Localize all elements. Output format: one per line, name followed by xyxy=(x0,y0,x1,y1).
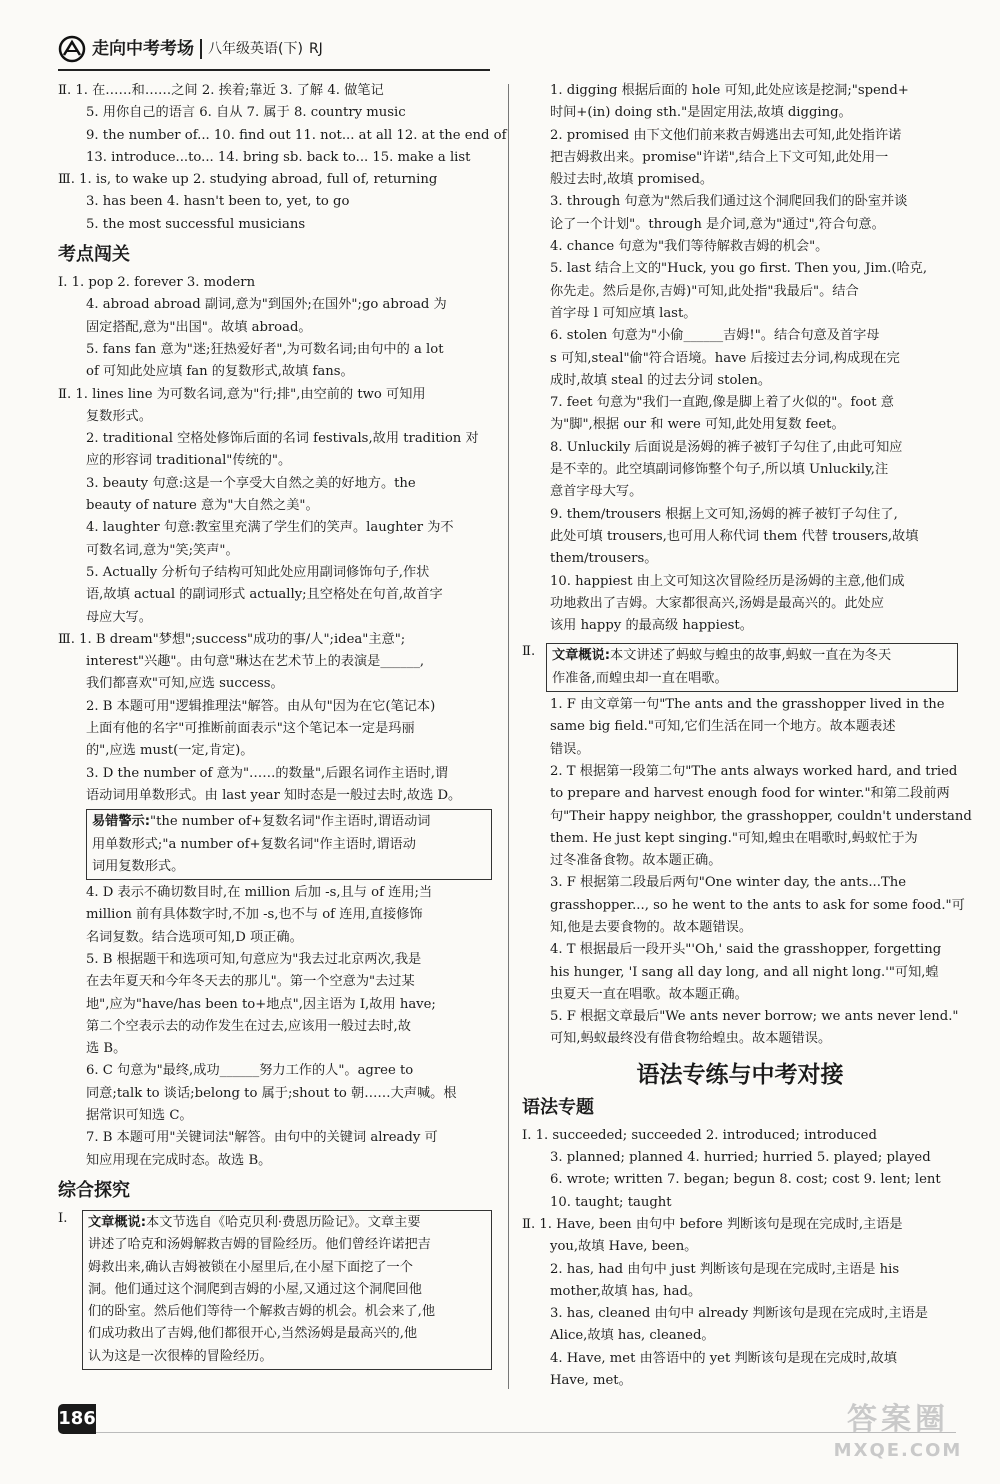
answer-line: 的",应选 must(一定,肯定)。 xyxy=(86,743,254,759)
header-separator xyxy=(200,39,202,59)
page-number: 186 xyxy=(58,1404,96,1434)
summary-line: 们成功救出了吉姆,他们都很开心,当然汤姆是最高兴的,他 xyxy=(88,1326,418,1342)
summary-label: 文章概说: xyxy=(88,1214,147,1230)
answer-line: 上面有他的名字"可推断前面表示"这个笔记本一定是玛丽 xyxy=(86,721,415,737)
answer-line: 5. Actually 分析句子结构可知此处应用副词修饰句子,作状 xyxy=(86,564,430,580)
answer-line: 6. stolen 句意为"小偷______吉姆!"。结合句意及首字母 xyxy=(550,328,880,344)
answer-line: 虫夏天一直在唱歌。故本题正确。 xyxy=(550,986,748,1002)
answer-line: 论了一个计划"。through 是介词,意为"通过",符合句意。 xyxy=(550,216,885,232)
answer-line: 是不幸的。此空填副词修饰整个句子,所以填 Unluckily,注 xyxy=(550,462,889,478)
answer-line: 功地救出了吉姆。大家都很高兴,汤姆是最高兴的。此处应 xyxy=(550,595,884,611)
answer-line: mother,故填 has, had。 xyxy=(550,1283,702,1299)
answer-line: 3. planned; planned 4. hurried; hurried 5. played; played xyxy=(550,1150,931,1166)
watermark-logo xyxy=(808,1400,988,1470)
logo-icon xyxy=(58,35,86,63)
answer-line: 5. the most successful musicians xyxy=(86,216,306,232)
answer-line: 4. T 根据最后一段开头"'Oh,' said the grasshopper, forgetting xyxy=(550,942,942,958)
summary-line: 们的卧室。然后他们等待一个解救吉姆的机会。机会来了,他 xyxy=(88,1304,436,1320)
answer-line: 语,故填 actual 的副词形式 actually;且空格处在句首,故首字 xyxy=(86,587,443,603)
answer-line: you,故填 Have, been。 xyxy=(550,1239,698,1255)
warning-box xyxy=(86,809,492,880)
summary-line: 讲述了哈克和汤姆解救吉姆的冒险经历。他们曾经许诺把吉 xyxy=(88,1237,431,1253)
answer-line: them. He just kept singing."可知,蝗虫在唱歌时,蚂蚁忙于为 xyxy=(550,830,918,846)
summary-line: 洞。他们通过这个洞爬到吉姆的小屋,又通过这个洞爬回他 xyxy=(88,1281,422,1297)
answer-line: 可数名词,意为"笑;笑声"。 xyxy=(86,542,239,558)
watermark-text: 答案圈 xyxy=(847,1402,949,1437)
answer-line: Ⅱ. 1. 在……和……之间 2. 挨着;靠近 3. 了解 4. 做笔记 xyxy=(58,83,384,98)
header-rule xyxy=(58,69,490,71)
answer-line: 6. C 句意为"最终,成功______努力工作的人"。agree to xyxy=(86,1063,414,1079)
answer-line: 7. B 本题可用"关键词法"解答。由句中的关键词 already 可 xyxy=(86,1130,438,1146)
answers-kaodian xyxy=(58,272,492,807)
answers-grammar xyxy=(522,1125,958,1393)
answer-line: 4. chance 句意为"我们等待解救吉姆的机会"。 xyxy=(550,239,829,255)
answer-line: 知应用现在完成时态。故选 B。 xyxy=(86,1152,272,1168)
warning-line: 词用复数形式。 xyxy=(92,858,185,874)
answer-line: them/trousers。 xyxy=(550,551,658,567)
summary-line: 姆救出来,确认吉姆被锁在小屋里后,在小屋下面挖了一个 xyxy=(88,1259,413,1275)
answer-line: 4. Have, met 由答语中的 yet 判断该句是现在完成时,故填 xyxy=(550,1350,897,1366)
answer-line: 3. has, cleaned 由句中 already 判断该句是现在完成时,主语是 xyxy=(550,1306,928,1322)
book-edition: RJ xyxy=(308,40,323,57)
warning-line: 用单数形式;"a number of+复数名词"作主语时,谓语动 xyxy=(92,836,416,852)
warning-line: 易错警示:"the number of+复数名词"作主语时,谓语动词 xyxy=(92,814,431,830)
answer-line: 1. digging 根据后面的 hole 可知,此处应该是挖洞;"spend+ xyxy=(550,83,909,98)
answer-line: s 可知,steal"偷"符合语境。have 后接过去分词,构成现在完 xyxy=(550,350,900,366)
answer-line: his hunger, 'I sang all day long, and all night long.'"可知,蝗 xyxy=(550,964,939,980)
answer-line: 名词复数。结合选项可知,D 项正确。 xyxy=(86,929,303,945)
roman-numeral: Ⅰ. xyxy=(58,1210,68,1226)
answer-line: million 前有具体数字时,不加 -s,也不与 of 连用,直接修饰 xyxy=(86,907,423,923)
summary-box xyxy=(82,1210,492,1370)
roman-numeral: Ⅱ. xyxy=(522,644,536,660)
right-column xyxy=(522,80,972,1392)
answer-line: 10. happiest 由上文可知这次冒险经历是汤姆的主意,他们成 xyxy=(550,573,905,589)
left-column xyxy=(58,80,507,1372)
answer-line: 在去年夏天和今年冬天去的那儿"。第一个空意为"去过某 xyxy=(86,974,415,990)
answer-line: Ⅲ. 1. is, to wake up 2. studying abroad, full of, returning xyxy=(58,172,438,188)
summary-label: 文章概说: xyxy=(552,648,611,664)
answer-line: 4. laughter 句意:教室里充满了学生们的笑声。laughter 为不 xyxy=(86,520,454,536)
answer-line: 5. 用你自己的语言 6. 自从 7. 属于 8. country music xyxy=(86,105,406,121)
answer-line: 4. D 表示不确切数目时,在 million 后加 -s,且与 of 连用;当 xyxy=(86,885,433,901)
warning-label: 易错警示: xyxy=(92,814,151,830)
book-subtitle: 八年级英语(下) xyxy=(208,40,303,57)
answer-line: 可知,蚂蚁最终没有借食物给蝗虫。故本题错误。 xyxy=(550,1031,832,1047)
answer-line: of 可知此处应填 fan 的复数形式,故填 fans。 xyxy=(86,364,354,380)
answer-line: 为"脚",根据 our 和 were 可知,此处用复数 feet。 xyxy=(550,417,845,433)
answer-line: 固定搭配,意为"出国"。故填 abroad。 xyxy=(86,319,312,335)
answer-line: same big field."可知,它们生活在同一个地方。故本题表述 xyxy=(550,719,896,735)
answer-line: grasshopper..., so he went to the ants to ask for some food."可 xyxy=(550,897,965,913)
answer-line: 把吉姆救出来。promise"许诺",结合上下文可知,此处用一 xyxy=(550,149,889,165)
answer-line: 5. F 根据文章最后"We ants never borrow; we ants never lend." xyxy=(550,1009,959,1025)
answer-line: 4. abroad abroad 副词,意为"到国外;在国外";go abroad 为 xyxy=(86,297,447,313)
answer-line: 成时,故填 steal 的过去分词 stolen。 xyxy=(550,372,772,388)
answer-line: 2. promised 由下文他们前来救吉姆逃出去可知,此处指许诺 xyxy=(550,127,902,143)
answer-line: 应的形容词 traditional"传统的"。 xyxy=(86,453,292,469)
answer-line: 6. wrote; written 7. began; begun 8. cost; cost 9. lent; lent xyxy=(550,1172,941,1188)
answer-line: Ⅲ. 1. B dream"梦想";success"成功的事/人";idea"主意"; xyxy=(58,631,406,647)
answer-line: 该用 happy 的最高级 happiest。 xyxy=(550,618,753,634)
section-heading-kaodian: 考点闯关 xyxy=(58,244,130,266)
answer-line: Ⅰ. 1. succeeded; succeeded 2. introduced; introduced xyxy=(522,1127,877,1143)
answer-line: 母应大写。 xyxy=(86,609,152,625)
answer-line: 7. feet 句意为"我们一直跑,像是脚上着了火似的"。foot 意 xyxy=(550,395,894,411)
answer-line: 选 B。 xyxy=(86,1041,127,1057)
answer-line: 10. taught; taught xyxy=(550,1194,672,1210)
chapter-title: 语法专练与中考对接 xyxy=(636,1061,844,1088)
answer-line: 时间+(in) doing sth."是固定用法,故填 digging。 xyxy=(550,105,852,121)
answer-line: 9. them/trousers 根据上文可知,汤姆的裤子被钉子勾住了, xyxy=(550,506,898,522)
summary-row xyxy=(522,641,958,694)
answer-line: 同意;talk to 谈话;belong to 属于;shout to 朝……大声喊。根 xyxy=(86,1085,457,1101)
summary-line: 文章概说:本文讲述了蚂蚁与蝗虫的故事,蚂蚁一直在为冬天 xyxy=(552,648,892,664)
answer-line: 3. D the number of 意为"……的数量",后跟名词作主语时,谓 xyxy=(86,765,449,781)
answer-line: 3. beauty 句意:这是一个享受大自然之美的好地方。the xyxy=(86,475,416,491)
answer-line: 句"Their happy neighbor, the grasshopper, couldn't understand xyxy=(550,808,972,824)
answer-line: 3. through 句意为"然后我们通过这个洞爬回我们的卧室并谈 xyxy=(550,194,908,210)
answer-line: 你先走。然后是你,吉姆)"可知,此处指"我最后"。结合 xyxy=(550,283,859,299)
answer-line: 知,他是去要食物的。故本题错误。 xyxy=(550,919,753,935)
summary-line: 文章概说:本文节选自《哈克贝利·费恩历险记》。文章主要 xyxy=(88,1214,421,1230)
answer-line: 8. Unluckily 后面说是汤姆的裤子被钉子勾住了,由此可知应 xyxy=(550,439,903,455)
answer-line: 2. B 本题可用"逻辑推理法"解答。由从句"因为在它(笔记本) xyxy=(86,698,436,714)
answer-line: 错误。 xyxy=(550,741,590,757)
summary-line: 作准备,而蝗虫却一直在唱歌。 xyxy=(552,670,728,686)
answers-top xyxy=(58,80,507,236)
summary-row xyxy=(58,1208,492,1372)
answers-reading xyxy=(522,80,958,637)
summary-box xyxy=(546,643,958,692)
answer-line: 5. B 根据题干和选项可知,句意应为"我去过北京两次,我是 xyxy=(86,951,422,967)
section-heading-grammar: 语法专题 xyxy=(522,1096,594,1118)
summary-line: 认为这是一次很棒的冒险经历。 xyxy=(88,1348,273,1364)
answer-line: 1. F 由文章第一句"The ants and the grasshopper lived in the xyxy=(550,697,945,713)
answer-line: Ⅰ. 1. pop 2. forever 3. modern xyxy=(58,275,256,291)
book-title: 走向中考考场 xyxy=(92,38,194,59)
answer-line: Have, met。 xyxy=(550,1373,632,1389)
answer-line: 复数形式。 xyxy=(86,408,152,424)
answer-line: Ⅱ. 1. Have, been 由句中 before 判断该句是现在完成时,主语是 xyxy=(522,1216,903,1232)
answers-true-false xyxy=(522,694,972,1051)
answer-line: 我们都喜欢"可知,应选 success。 xyxy=(86,676,284,692)
answer-line: 2. has, had 由句中 just 判断该句是现在完成时,主语是 his xyxy=(550,1261,900,1277)
answer-line: 3. F 根据第二段最后两句"One winter day, the ants...The xyxy=(550,875,907,891)
section-heading-zonghe: 综合探究 xyxy=(58,1179,130,1201)
answer-line: 3. has been 4. hasn't been to, yet, to go xyxy=(86,194,350,210)
answer-line: 过冬准备食物。故本题正确。 xyxy=(550,853,722,869)
answer-line: 2. T 根据第一段第二句"The ants always worked hard, and tried xyxy=(550,763,958,779)
answer-line: 意首字母大写。 xyxy=(550,484,643,500)
answer-line: 据常识可知选 C。 xyxy=(86,1108,193,1124)
answer-line: interest"兴趣"。由句意"琳达在艺术节上的表演是______, xyxy=(86,654,425,670)
answer-line: 5. last 结合上文的"Huck, you go first. Then you, Jim.(哈克, xyxy=(550,261,928,277)
answer-line: 般过去时,故填 promised。 xyxy=(550,172,714,188)
answer-line: 地",应为"have/has been to+地点",因主语为 I,故用 have; xyxy=(86,996,436,1012)
answer-line: 此处可填 trousers,也可用人称代词 them 代替 trousers,故填 xyxy=(550,528,919,544)
answer-line: beauty of nature 意为"大自然之美"。 xyxy=(86,498,319,514)
answer-line: 13. introduce...to... 14. bring sb. back to... 15. make a list xyxy=(86,149,471,165)
answer-line: 首字母 l 可知应填 last。 xyxy=(550,305,697,321)
watermark-url: MXQE.COM xyxy=(833,1440,963,1461)
answer-line: 9. the number of... 10. find out 11. not... at all 12. at the end of xyxy=(86,127,507,143)
answer-line: 2. traditional 空格处修饰后面的名词 festivals,故用 tradition 对 xyxy=(86,431,479,447)
answer-line: Alice,故填 has, cleaned。 xyxy=(550,1328,715,1344)
answer-line: Ⅱ. 1. lines line 为可数名词,意为"行;排",由空前的 two 可知用 xyxy=(58,386,426,402)
answer-line: 第二个空表示去的动作发生在过去,应该用一般过去时,故 xyxy=(86,1018,411,1034)
answer-line: 5. fans fan 意为"迷;狂热爱好者",为可数名词;由句中的 a lot xyxy=(86,341,444,357)
answer-line: to prepare and harvest enough food for winter."和第二段前两 xyxy=(550,786,950,802)
answer-line: 语动词用单数形式。由 last year 知时态是一般过去时,故选 D。 xyxy=(86,787,462,803)
answers-kaodian-2 xyxy=(58,882,492,1172)
column-divider xyxy=(508,84,509,1389)
book-header xyxy=(58,32,323,66)
